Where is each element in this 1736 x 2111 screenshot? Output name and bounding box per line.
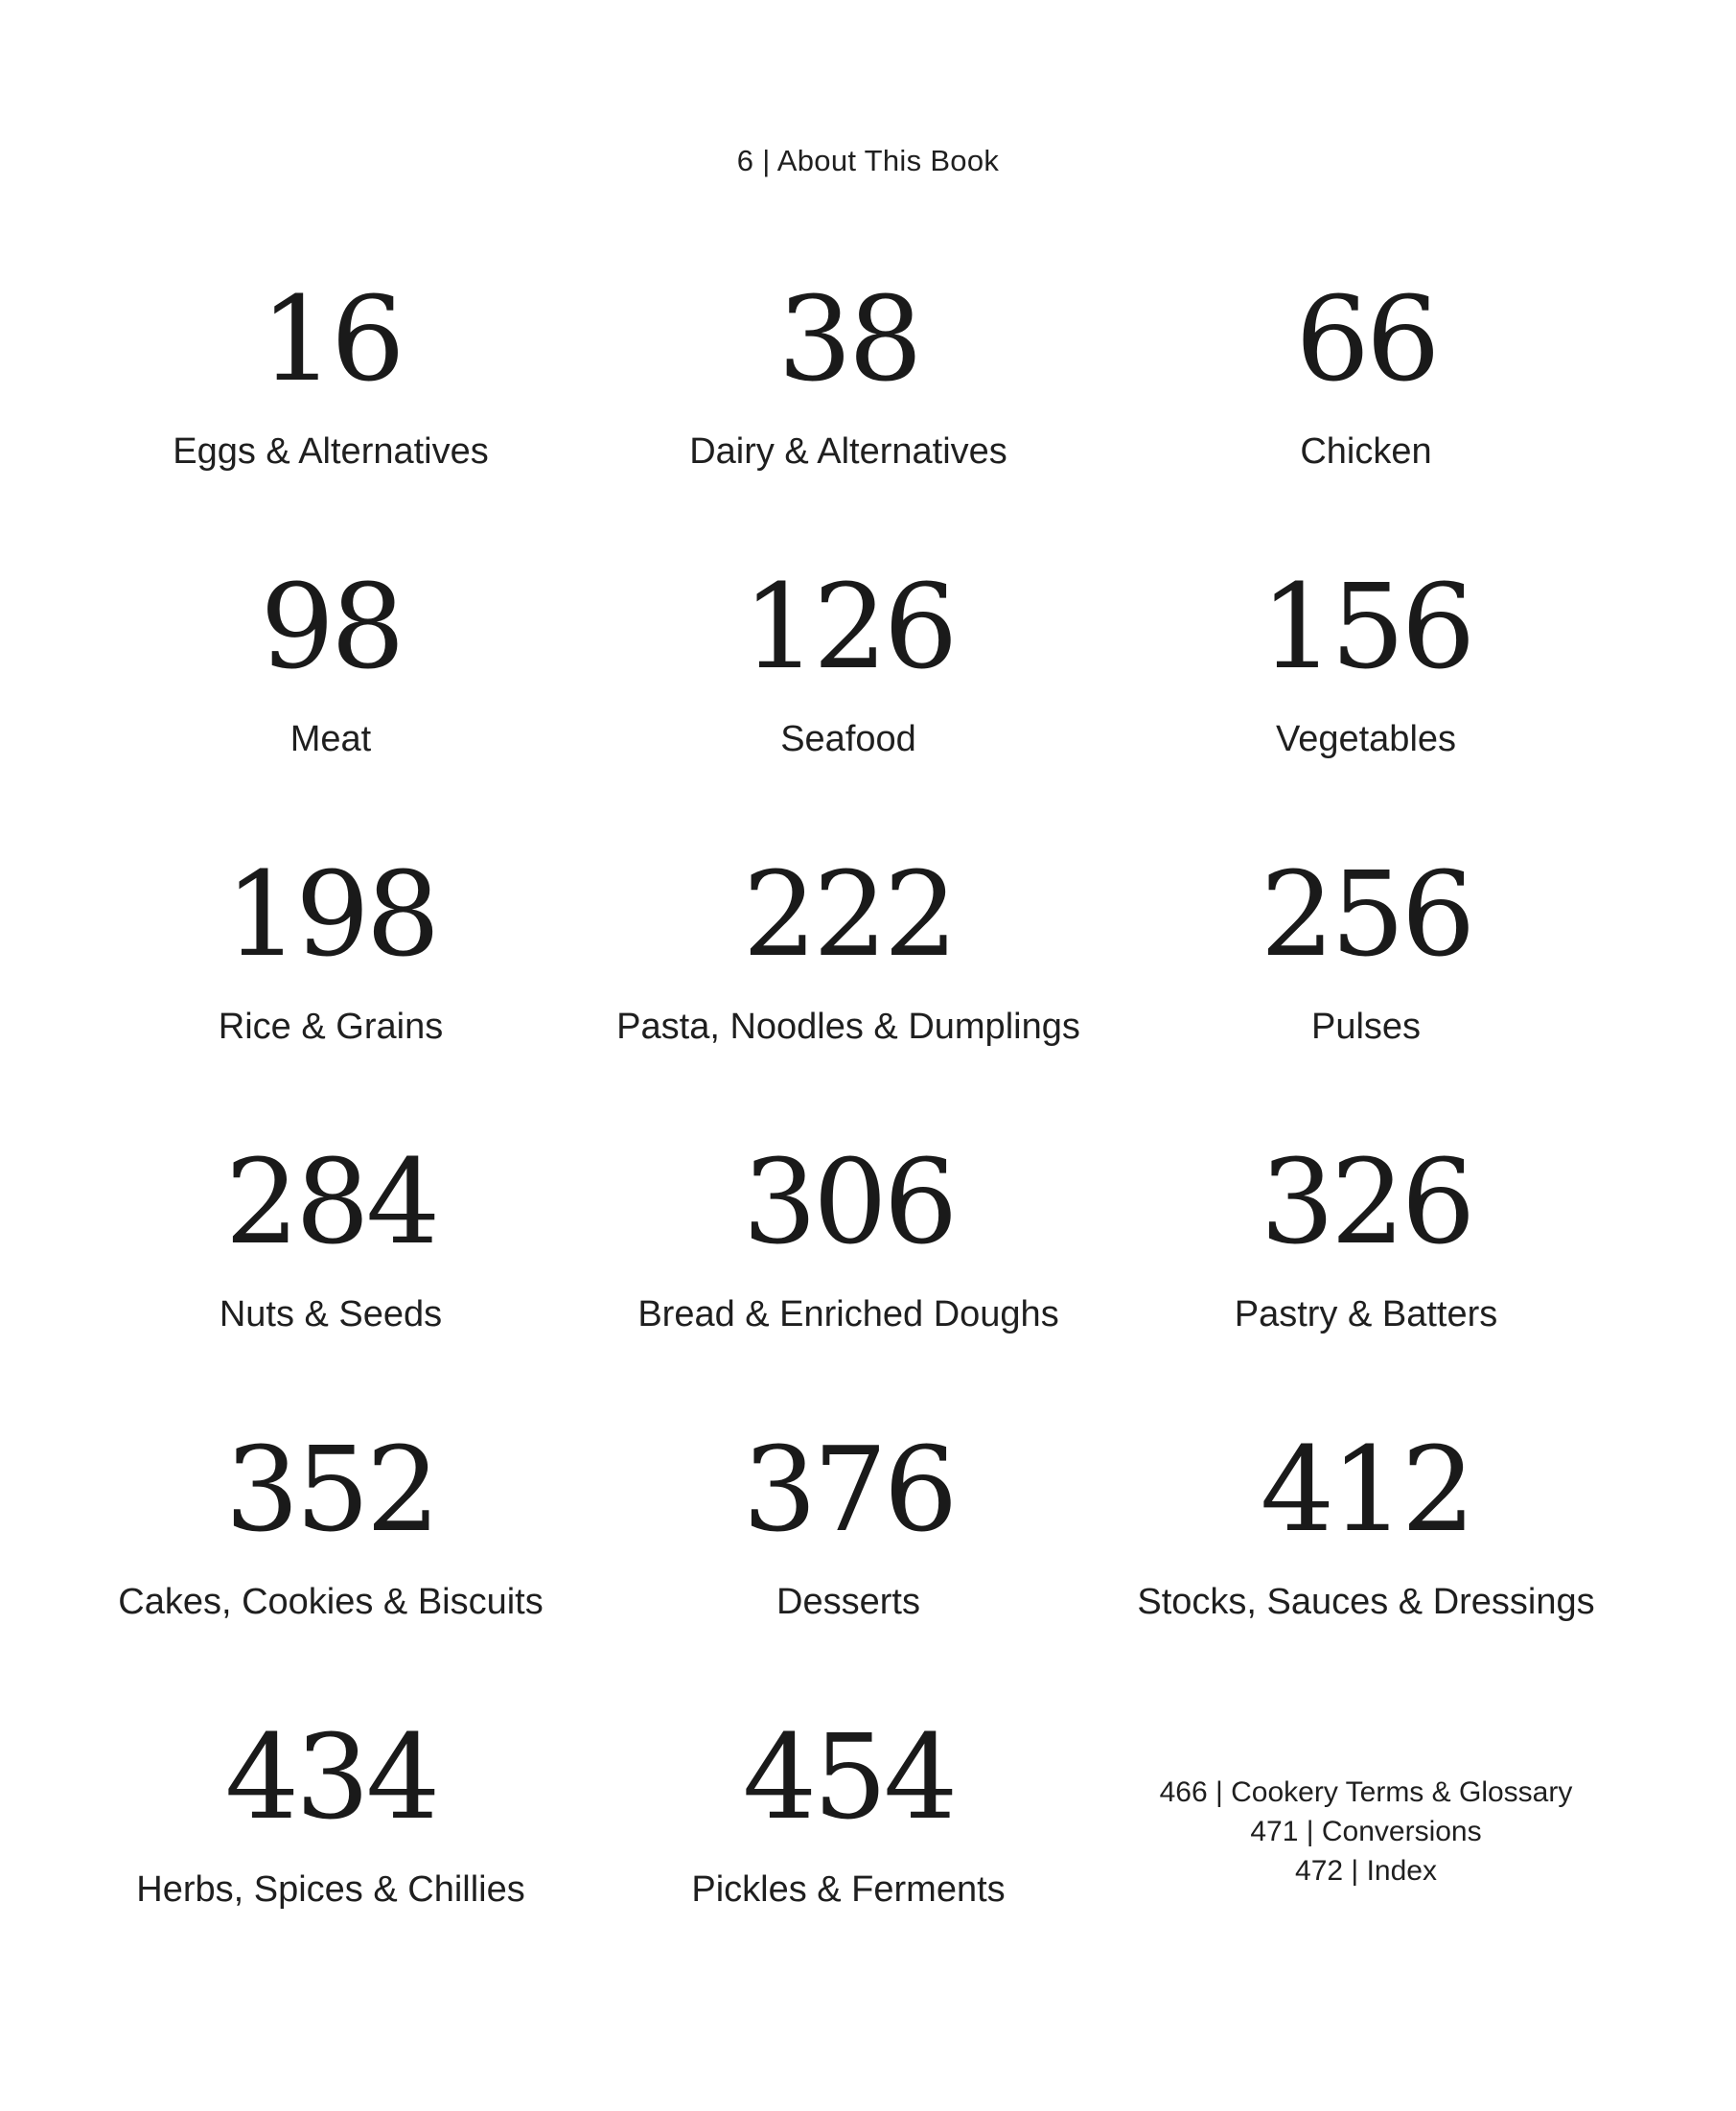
chapter-entry-seafood[interactable]	[590, 559, 1107, 853]
chapter-title: Eggs & Alternatives	[173, 431, 489, 472]
chapter-page-number: 352	[224, 1422, 437, 1558]
back-matter-conversions[interactable]: 471 | Conversions	[1250, 1815, 1482, 1847]
chapter-entry-chicken[interactable]	[1107, 271, 1625, 566]
chapter-page-number: 98	[260, 559, 402, 695]
page-header: 6 | About This Book	[736, 144, 1000, 177]
chapter-title: Vegetables	[1275, 719, 1457, 759]
chapter-entry-nuts[interactable]	[72, 1134, 590, 1428]
chapter-page-number: 126	[742, 559, 955, 695]
chapter-entry-pulses[interactable]	[1107, 847, 1625, 1141]
chapter-entry-pickles[interactable]	[590, 1709, 1107, 2004]
chapter-title: Pastry & Batters	[1234, 1294, 1498, 1334]
chapter-title: Meat	[289, 719, 372, 759]
chapter-entry-rice[interactable]	[72, 847, 590, 1141]
chapter-title: Bread & Enriched Doughs	[637, 1294, 1059, 1334]
chapter-title: Cakes, Cookies & Biscuits	[118, 1582, 544, 1622]
chapter-entry-stocks[interactable]	[1107, 1422, 1625, 1716]
chapter-entry-cakes[interactable]	[72, 1422, 590, 1716]
chapter-page-number: 16	[260, 271, 402, 407]
chapter-page-number: 198	[224, 847, 437, 983]
chapter-entry-bread[interactable]	[590, 1134, 1107, 1428]
chapter-entry-meat[interactable]	[72, 559, 590, 853]
chapter-title: Chicken	[1300, 431, 1432, 472]
chapter-page-number: 326	[1260, 1134, 1472, 1270]
back-matter-list	[1107, 1716, 1625, 2004]
chapter-page-number: 222	[742, 847, 955, 983]
chapter-title: Desserts	[776, 1582, 920, 1622]
chapter-page-number: 306	[742, 1134, 955, 1270]
chapter-entry-dairy[interactable]	[590, 271, 1107, 566]
chapter-title: Rice & Grains	[218, 1007, 444, 1047]
chapter-entry-desserts[interactable]	[590, 1422, 1107, 1716]
chapter-entry-eggs[interactable]	[72, 271, 590, 566]
chapter-page-number: 66	[1295, 271, 1437, 407]
chapter-title: Pulses	[1310, 1007, 1422, 1047]
chapter-entry-pasta[interactable]	[590, 847, 1107, 1141]
back-matter-glossary[interactable]: 466 | Cookery Terms & Glossary	[1159, 1775, 1573, 1808]
chapter-page-number: 38	[777, 271, 919, 407]
chapter-entry-vegetables[interactable]	[1107, 559, 1625, 853]
chapter-page-number: 454	[742, 1709, 955, 1845]
chapter-page-number: 156	[1260, 559, 1472, 695]
chapter-page-number: 284	[224, 1134, 437, 1270]
chapter-page-number: 376	[742, 1422, 955, 1558]
chapter-title: Dairy & Alternatives	[689, 431, 1007, 472]
chapter-title: Pickles & Ferments	[691, 1869, 1006, 1910]
chapter-title: Stocks, Sauces & Dressings	[1137, 1582, 1595, 1622]
chapter-page-number: 256	[1260, 847, 1472, 983]
chapter-title: Herbs, Spices & Chillies	[136, 1869, 525, 1910]
back-matter-index[interactable]: 472 | Index	[1295, 1854, 1437, 1887]
chapter-entry-herbs[interactable]	[72, 1709, 590, 2004]
chapter-entry-pastry[interactable]	[1107, 1134, 1625, 1428]
chapter-page-number: 412	[1260, 1422, 1472, 1558]
chapter-title: Nuts & Seeds	[219, 1294, 443, 1334]
chapter-title: Seafood	[780, 719, 916, 759]
chapter-title: Pasta, Noodles & Dumplings	[616, 1007, 1080, 1047]
chapter-page-number: 434	[224, 1709, 437, 1845]
contents-grid	[72, 271, 1625, 2004]
